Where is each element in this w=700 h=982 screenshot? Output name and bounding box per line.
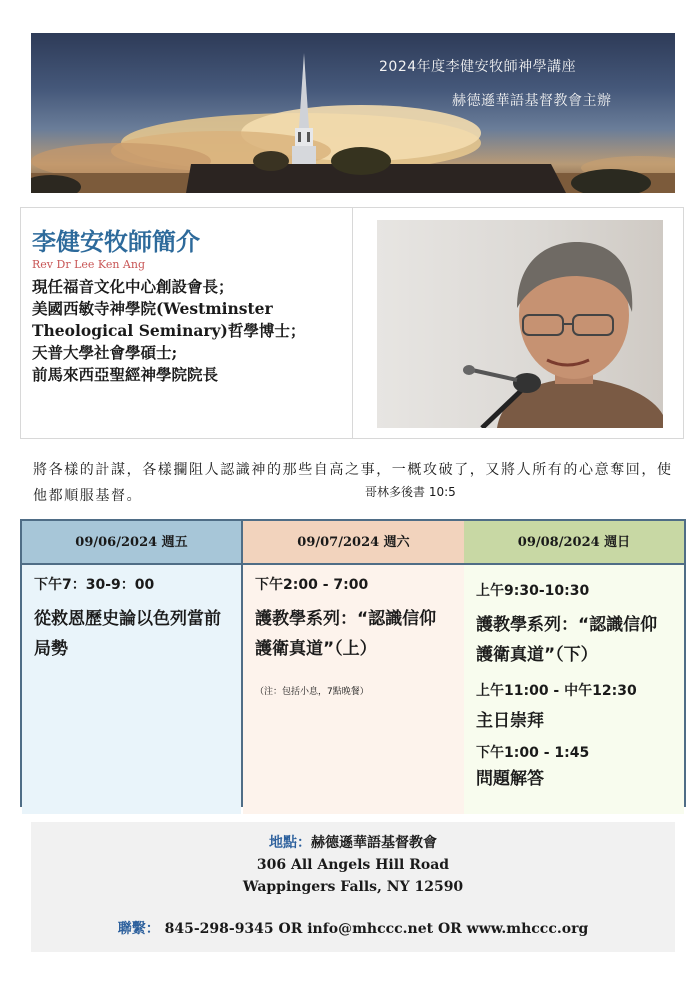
session-time: 下午1:00 - 1:45 xyxy=(476,745,590,761)
address-line-1: 306 All Angels Hill Road xyxy=(256,857,450,873)
contact-label: 聯繫： xyxy=(117,921,160,937)
session-topic: 從救恩歷史論以色列當前局勢 xyxy=(34,609,221,659)
session-topic: 護教學系列：“認識信仰 護衛真道”（下） xyxy=(476,615,658,665)
credential-line: 天普大學社會學碩士; xyxy=(32,343,178,362)
session-time: 上午9:30-10:30 xyxy=(476,583,590,599)
profile-credentials xyxy=(32,276,342,386)
session-topic: 護教學系列：“認識信仰 護衛真道”（上） xyxy=(255,609,437,659)
schedule-table xyxy=(20,519,686,807)
session-topic: 問題解答 xyxy=(476,769,544,789)
contact-details: 845-298-9345 OR info@mhccc.net OR www.mhccc.org xyxy=(164,921,589,937)
verse-reference: 哥林多後書 10:5 xyxy=(365,485,456,499)
church-steeple-image xyxy=(31,33,675,193)
day-body xyxy=(22,565,241,814)
credential-line: 現任福音文化中心創設會長； xyxy=(32,277,234,296)
day-header: 09/06/2024 週五 xyxy=(22,521,241,565)
session-time: 上午11:00 - 中午12:30 xyxy=(476,683,637,699)
location-label: 地點： xyxy=(269,835,311,851)
schedule-day-1 xyxy=(22,521,241,805)
credential-line: 前馬來西亞聖經神學院院長 xyxy=(32,365,219,384)
speaker-photo xyxy=(377,220,663,428)
day-body xyxy=(464,565,684,814)
schedule-day-2 xyxy=(241,521,466,805)
credential-line: 美國西敏寺神學院(Westminster xyxy=(32,299,273,318)
banner-organizer: 赫德遜華語基督教會主辦 xyxy=(452,93,612,109)
bible-verse: 將各樣的計謀，各樣攔阻人認識神的那些自高之事，一概攻破了，又將人所有的心意奪回，使他都順服基督。 xyxy=(33,462,673,504)
session-time: 下午7：30-9：00 xyxy=(34,577,155,593)
day-header: 09/07/2024 週六 xyxy=(243,521,464,565)
location-line xyxy=(31,832,675,852)
session-note: （注：包括小息，7點晚餐） xyxy=(255,687,369,697)
schedule-day-3 xyxy=(464,521,684,805)
address-line-2: Wappingers Falls, NY 12590 xyxy=(242,879,464,895)
credential-line: Theological Seminary)哲學博士； xyxy=(32,321,306,340)
divider xyxy=(352,208,353,438)
contact-line xyxy=(31,918,675,938)
header-banner xyxy=(31,33,675,193)
session-topic: 主日崇拜 xyxy=(476,711,544,731)
footer-info xyxy=(31,822,675,952)
profile-title: 李健安牧師簡介 xyxy=(32,228,200,256)
day-header: 09/08/2024 週日 xyxy=(464,521,684,565)
location-name: 赫德遜華語基督教會 xyxy=(311,835,437,851)
session-time: 下午2:00 - 7:00 xyxy=(255,577,369,593)
speaker-profile xyxy=(20,207,684,439)
banner-title: 2024年度李健安牧師神學講座 xyxy=(379,59,577,75)
day-body xyxy=(243,565,464,814)
speaker-english-name: Rev Dr Lee Ken Ang xyxy=(32,258,145,271)
